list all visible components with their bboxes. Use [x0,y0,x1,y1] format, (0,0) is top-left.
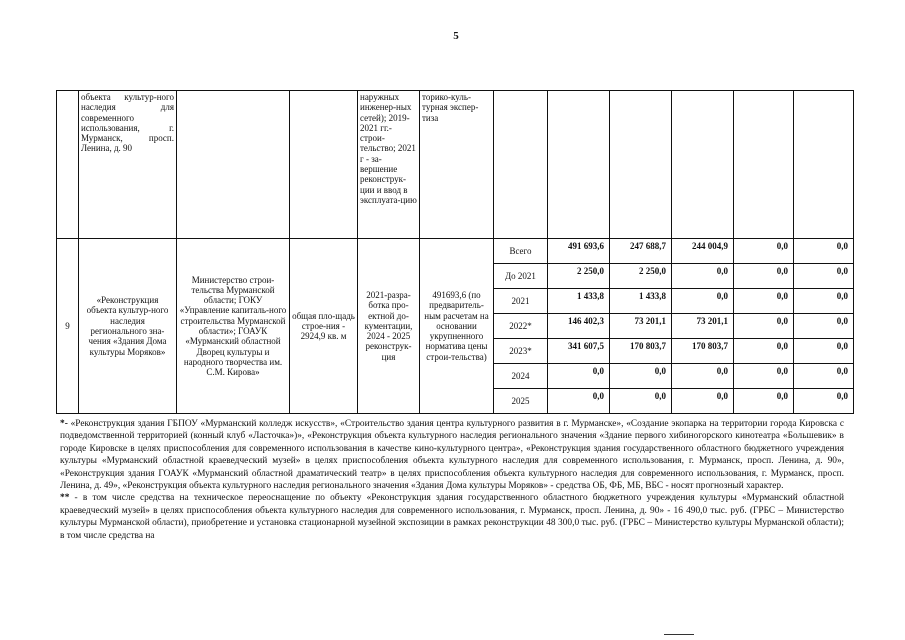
cell-c1: 0,0 [610,389,672,414]
cell-number-empty [57,91,79,239]
footnotes [60,418,844,542]
cell-c4: 0,0 [794,364,854,389]
cell-year: До 2021 [494,264,548,289]
cell-total: 491 693,6 [548,239,610,264]
cell-year: 2025 [494,389,548,414]
cell-capacity-empty [290,91,358,239]
cell-c3: 0,0 [734,239,794,264]
cell-c4: 0,0 [794,264,854,289]
cell-c2: 170 803,7 [672,339,734,364]
cell-c2: 0,0 [672,264,734,289]
footnote-1-text: «Реконструкция здания ГБПОУ «Мурманский колледж искусств», «Строительство здания центра культурного развития в г. Мурманске», «Создание экопарка на территории города Кировска с подведомственной территорией (конный клуб «Ласточка»)», «Реконструкция объекта культурного наследия регионального значения «Здание первого хибиногорского кинотеатра «Большевик» в городе Кировске в целях приспособления для современного использования в качестве кино-культурного центра», «Реконструкция здания государственного областного бюджетного учреждения культуры «Мурманский областной краеведческий музей» в целях приспособления объекта культурного наследия для современного использования, г. Мурманск, просп. Ленина, д. 90», «Реконструкция здания ГОАУК «Мурманский областной драматический театр» в целях приспособления объекта культурного наследия для современного использования, г. Мурманск, просп. Ленина, д. 49», «Реконструкция объекта культурного наследия регионального значения «Здания Дома культуры Моряков» - средства ОБ, ФБ, МБ, ВБС - носят прогнозный характер. [60,419,844,492]
cell-total: 0,0 [548,364,610,389]
cell-c1: 73 201,1 [610,314,672,339]
cell-capacity: общая пло-щадь строе-ния - 2924,9 кв. м [290,239,358,414]
page-edge-mark [664,634,694,635]
cell-total: 0,0 [548,389,610,414]
cell-year: 2022* [494,314,548,339]
cell-timeline: наружных инженер-ных сетей); 2019-2021 гг.- строи-тельство; 2021 г - за-вершение реконструк-ции и ввод в эксплуата-цию [358,91,420,239]
cell-c4: 0,0 [794,314,854,339]
cell-c3: 0,0 [734,264,794,289]
cell-c4: 0,0 [794,389,854,414]
cell-customer-empty [177,91,290,239]
cell-customer: Министерство строи-тельства Мурманской области; ГОКУ «Управление капиталь-ного строительства Мурманской области»; ГОАУК «Мурманский областной Дворец культуры и народного творчества им. С.М. Кирова» [177,239,290,414]
cell-c4-empty [794,91,854,239]
cell-c1: 247 688,7 [610,239,672,264]
cell-year: 2021 [494,289,548,314]
cell-year: 2023* [494,339,548,364]
cell-year: Всего [494,239,548,264]
cell-c3-empty [734,91,794,239]
cell-c4: 0,0 [794,289,854,314]
cell-c2: 244 004,9 [672,239,734,264]
cell-timeline: 2021-разра-ботка про-ектной до-кументации, 2024 - 2025 реконструк-ция [358,239,420,414]
cell-c2: 0,0 [672,364,734,389]
cell-cost: 491693,6 (по предваритель-ным расчетам на основании укрупненного норматива цены строи-тельства) [420,239,494,414]
cell-object-name: «Реконструкция объекта культур-ного наследия регионального зна-чения «Здания Дома культуры Моряков» [79,239,177,414]
cell-c3: 0,0 [734,364,794,389]
cell-c3: 0,0 [734,339,794,364]
cell-expertise: торико-куль-турная экспер-тиза [420,91,494,239]
cell-year: 2024 [494,364,548,389]
table-row [57,239,854,264]
cell-c1: 2 250,0 [610,264,672,289]
cell-year-empty [494,91,548,239]
cell-c1: 170 803,7 [610,339,672,364]
cell-c2: 73 201,1 [672,314,734,339]
footnote-2-mark: ** [60,493,70,504]
cell-c2-empty [672,91,734,239]
table-row-continued [57,91,854,239]
cell-row-number: 9 [57,239,79,414]
footnote-1-mark: *- [60,419,68,429]
cell-c2: 0,0 [672,389,734,414]
footnote-2 [60,492,844,542]
cell-c2: 0,0 [672,289,734,314]
cell-c3: 0,0 [734,289,794,314]
cell-c3: 0,0 [734,389,794,414]
funding-table [56,90,854,414]
footnote-2-text: - в том числе средства на техническое переоснащение по объекту «Реконструкция здания государственного областного бюджетного учреждения культуры «Мурманский областной краеведческий музей» в целях приспособления объекта культурного наследия для современного использования, г. Мурманск, просп. Ленина, д. 90» - 16 490,0 тыс. руб. (ГРБС – Министерство культуры Мурманской области), приобретение и установка стационарной музейной экспозиции в рамках реконструкции 48 300,0 тыс. руб. (ГРБС – Министерство культуры Мурманской области); в том числе средства на [60,493,844,541]
cell-c3: 0,0 [734,314,794,339]
cell-total: 146 402,3 [548,314,610,339]
page-number: 5 [453,30,459,42]
footnote-1 [60,418,844,492]
cell-total-empty [548,91,610,239]
cell-c4: 0,0 [794,339,854,364]
cell-object-name: объекта культур-ного наследия для современного использования, г. Мурманск, просп. Ленина, д. 90 [79,91,177,239]
cell-c4: 0,0 [794,239,854,264]
cell-total: 1 433,8 [548,289,610,314]
cell-total: 2 250,0 [548,264,610,289]
cell-c1-empty [610,91,672,239]
cell-c1: 1 433,8 [610,289,672,314]
cell-c1: 0,0 [610,364,672,389]
cell-total: 341 607,5 [548,339,610,364]
